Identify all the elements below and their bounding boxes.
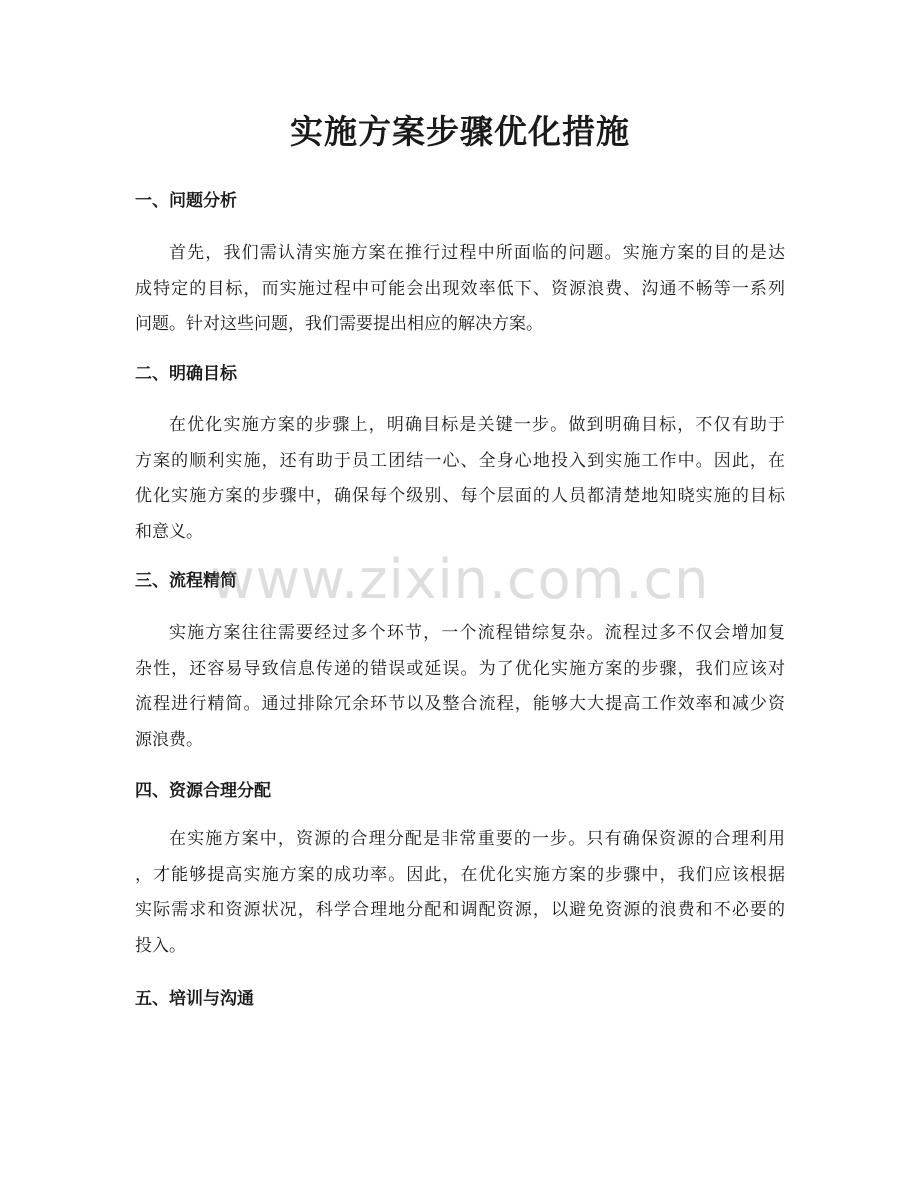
paragraph-line: 首先，我们需认清实施方案在推行过程中所面临的问题。实施方案的目的是达	[169, 243, 785, 263]
watermark-text: www.zixin.com.cn	[210, 548, 710, 611]
section-heading-3: 三、流程精简	[135, 571, 237, 591]
paragraph-line: ，才能够提高实施方案的成功率。因此，在优化实施方案的步骤中，我们应该根据	[135, 864, 785, 885]
section-paragraph-1	[135, 236, 785, 343]
paragraph-line: 在优化实施方案的步骤上，明确目标是关键一步。做到明确目标，不仅有助于	[169, 415, 785, 435]
paragraph-line: 实际需求和资源状况，科学合理地分配和调配资源，以避免资源的浪费和不必要的	[135, 900, 785, 920]
section-heading-4: 四、资源合理分配	[135, 781, 271, 801]
paragraph-line: 投入。	[135, 935, 186, 956]
paragraph-line: 成特定的目标，而实施过程中可能会出现效率低下、资源浪费、沟通不畅等一系列	[135, 278, 785, 299]
section-paragraph-2	[135, 408, 785, 550]
paragraph-line: 问题。针对这些问题，我们需要提出相应的解决方案。	[135, 314, 543, 334]
paragraph-line: 实施方案往往需要经过多个环节，一个流程错综复杂。流程过多不仅会增加复	[169, 623, 785, 643]
section-paragraph-3	[135, 616, 785, 758]
paragraph-line: 和意义。	[135, 521, 203, 542]
paragraph-line: 流程进行精简。通过排除冗余环节以及整合流程，能够大大提高工作效率和减少资	[135, 694, 785, 714]
section-heading-2: 二、明确目标	[135, 364, 237, 384]
paragraph-line: 优化实施方案的步骤中，确保每个级别、每个层面的人员都清楚地知晓实施的目标	[135, 486, 785, 506]
section-heading-5: 五、培训与沟通	[135, 989, 254, 1009]
paragraph-line: 在实施方案中，资源的合理分配是非常重要的一步。只有确保资源的合理利用	[169, 829, 785, 849]
paragraph-line: 杂性，还容易导致信息传递的错误或延误。为了优化实施方案的步骤，我们应该对	[135, 658, 785, 679]
section-heading-1: 一、问题分析	[135, 191, 237, 211]
document-title: 实施方案步骤优化措施	[290, 112, 630, 151]
paragraph-line: 源浪费。	[135, 729, 203, 750]
section-paragraph-4	[135, 822, 785, 964]
paragraph-line: 方案的顺利实施，还有助于员工团结一心、全身心地投入到实施工作中。因此，在	[135, 450, 785, 471]
